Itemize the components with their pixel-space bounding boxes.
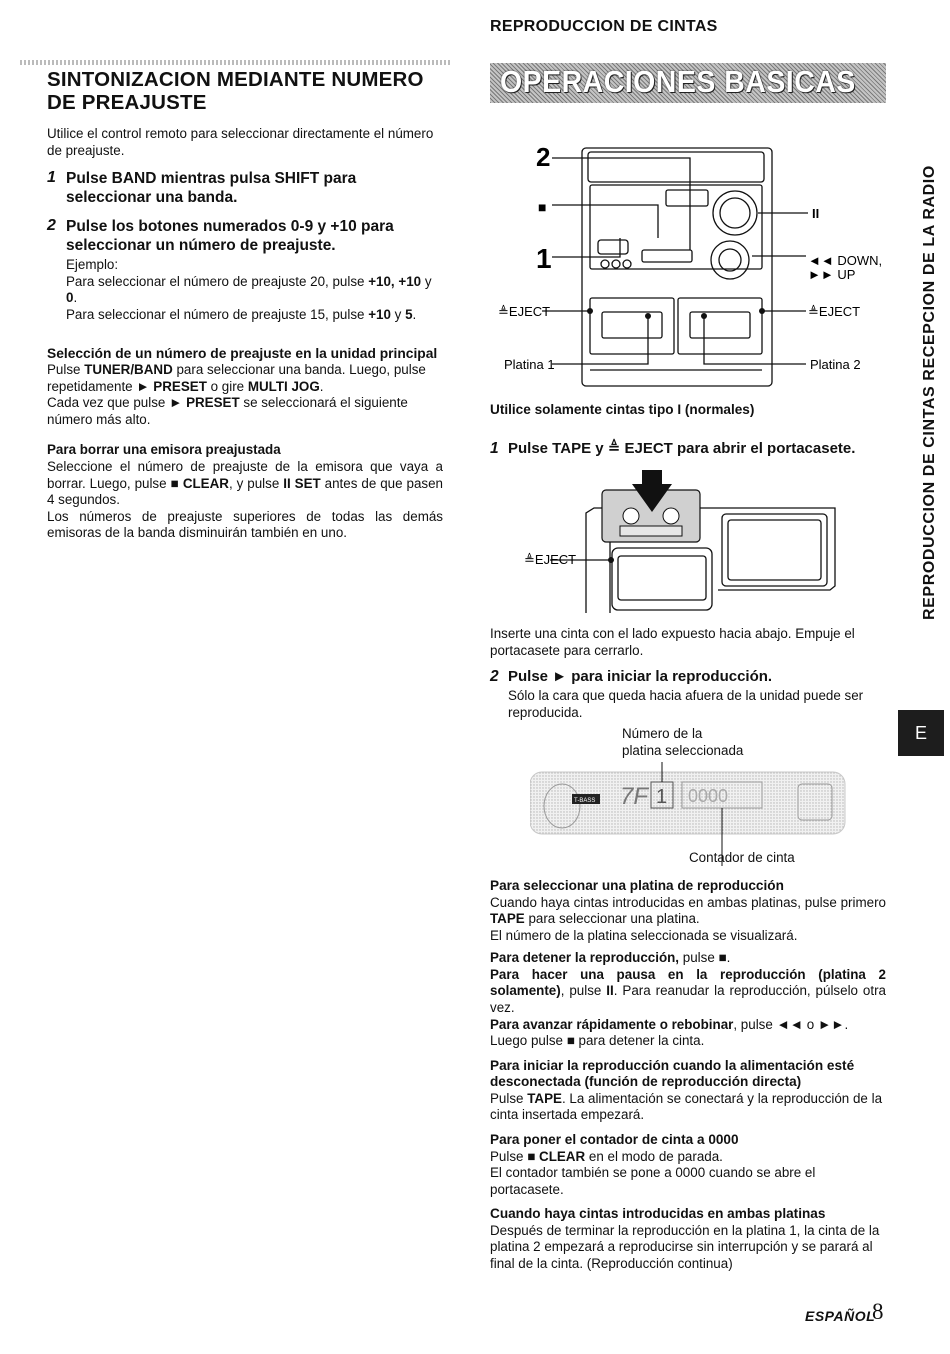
subsection-title: Para poner el contador de cinta a 0000: [490, 1132, 739, 1148]
display-label-deck: Número de la platina seleccionada: [622, 726, 744, 758]
leader-2: [552, 158, 690, 250]
page-number: 8: [872, 1299, 884, 1324]
paragraph: Los números de preajuste superiores de todas las demás emisoras de la banda disminuirán también en uno.: [47, 508, 443, 541]
subsection-title: Selección de un número de preajuste en la unidad principal: [47, 345, 438, 361]
paragraph: Pulse TAPE. La alimentación se conectará y la reproducción de la cinta insertada empezará.: [490, 1090, 883, 1123]
step-2-body: Sólo la cara que queda hacia afuera de la unidad puede ser reproducida.: [508, 688, 864, 720]
callout-platina2: Platina 2: [810, 357, 861, 372]
intro-text: Utilice el control remoto para seleccionar directamente el número de preajuste.: [47, 126, 434, 158]
leader-stop: [552, 205, 658, 238]
step-number: 1: [490, 440, 499, 457]
subsection-title: Para seleccionar una platina de reproducción: [490, 878, 784, 893]
step-number: 2: [490, 668, 499, 685]
subsection-title: Para borrar una emisora preajustada: [47, 442, 281, 458]
svg-text:7F: 7F: [620, 783, 649, 810]
paragraph: Luego pulse ■ para detener la cinta.: [490, 1033, 705, 1049]
callout-down: ◄◄ DOWN,: [808, 253, 883, 268]
step-text: Pulse los botones numerados 0-9 y +10 para seleccionar un número de preajuste.: [66, 218, 394, 255]
cassette-door: [612, 548, 712, 610]
paragraph: Después de terminar la reproducción en la platina 1, la cinta de la platina 2 empezará a reproducirse sin interrupción y se parará al final de la cinta. (Reproducción continua): [490, 1222, 880, 1271]
tape-type-note: Utilice solamente cintas tipo I (normales): [490, 402, 755, 417]
step-number: 1: [47, 169, 56, 187]
paragraph: El contador también se pone a 0000 cuando se abre el portacasete.: [490, 1165, 816, 1197]
paragraph: Para avanzar rápidamente o rebobinar, pulse ◄◄ o ►►.: [490, 1016, 849, 1032]
example-line-2: Para seleccionar el número de preajuste 15, pulse +10 y 5.: [66, 306, 417, 322]
tbass-indicator: T-BASS: [574, 798, 596, 804]
side-tab-text: REPRODUCCION DE CINTAS RECEPCION DE LA RADIO: [921, 165, 938, 620]
banner-title: OPERACIONES BASICAS: [500, 64, 856, 99]
callout-eject-left: ≜EJECT: [498, 304, 551, 319]
display-label-counter: Contador de cinta: [689, 850, 795, 865]
left-column: [47, 68, 443, 542]
cassette-insert-diagram: [490, 468, 886, 620]
callout-up: ►► UP: [808, 267, 856, 282]
unit-body: [582, 148, 772, 386]
paragraph: El número de la platina seleccionada se visualizará.: [490, 927, 798, 943]
paragraph: Para detener la reproducción, pulse ■.: [490, 950, 731, 966]
step-2: [47, 217, 443, 255]
language-tab: E: [898, 710, 944, 756]
callout-eject: ≜EJECT: [524, 552, 577, 567]
stereo-unit-diagram: [490, 130, 886, 390]
step-2: [490, 668, 886, 686]
step-1: [490, 440, 886, 458]
paragraph: Seleccione el número de preajuste de la emisora que vaya a borrar. Luego, pulse ■ CLEAR, y pulse II SET antes de que pasen 4 segundos.: [47, 458, 443, 508]
footer-language: ESPAÑOL: [805, 1308, 876, 1324]
paragraph: Cada vez que pulse ► PRESET se seleccionará el siguiente número más alto.: [47, 395, 408, 427]
paragraph: Pulse ■ CLEAR en el modo de parada.: [490, 1148, 723, 1164]
subsection-title: Cuando haya cintas introducidas en ambas platinas: [490, 1206, 826, 1222]
tips-section: [490, 878, 886, 1273]
step-text: Pulse TAPE y ≜ EJECT para abrir el portacasete.: [508, 440, 856, 457]
leader-platina2: [704, 316, 806, 364]
example-block: [66, 257, 443, 323]
example-line-1: Para seleccionar el número de preajuste 20, pulse +10, +10 y 0.: [66, 273, 432, 306]
leader-platina1: [552, 316, 648, 364]
insert-instruction: Inserte una cinta con el lado expuesto hacia abajo. Empuje el portacasete para cerrarlo.: [490, 626, 855, 658]
example-label: Ejemplo:: [66, 257, 119, 273]
step-text: Pulse BAND mientras pulsa SHIFT para seleccionar una banda.: [66, 170, 357, 207]
svg-text:1: 1: [656, 786, 668, 808]
callout-platina1: Platina 1: [504, 357, 555, 372]
section-title: SINTONIZACION MEDIANTE NUMERO DE PREAJUSTE: [47, 68, 424, 114]
jog-dial: [711, 241, 749, 279]
running-head: REPRODUCCION DE CINTAS: [490, 18, 718, 35]
subsection-title: Para iniciar la reproducción cuando la alimentación esté desconectada (función de reproducción directa): [490, 1057, 855, 1090]
top-panel: [588, 152, 764, 182]
callout-eject-right: ≜EJECT: [808, 304, 861, 319]
paragraph: Pulse TUNER/BAND para seleccionar una banda. Luego, pulse repetidamente ► PRESET o gire MULTI JOG.: [47, 362, 426, 394]
svg-text:0000: 0000: [688, 786, 729, 806]
paragraph: Para hacer una pausa en la reproducción (platina 2 solamente), pulse II. Para reanudar la reproducción, púlselo otra vez.: [490, 966, 886, 1016]
callout-1: 1: [536, 243, 552, 274]
top-rule: [20, 60, 450, 65]
side-tab: [897, 60, 947, 620]
callout-stop: ■: [538, 199, 547, 215]
step-text: Pulse ► para iniciar la reproducción.: [508, 668, 773, 685]
step-number: 2: [47, 217, 56, 235]
callout-2: 2: [536, 142, 551, 172]
callout-pause: II: [812, 206, 820, 221]
paragraph: Cuando haya cintas introducidas en ambas platinas, pulse primero TAPE para seleccionar una platina.: [490, 894, 886, 927]
step-1: [47, 169, 443, 207]
